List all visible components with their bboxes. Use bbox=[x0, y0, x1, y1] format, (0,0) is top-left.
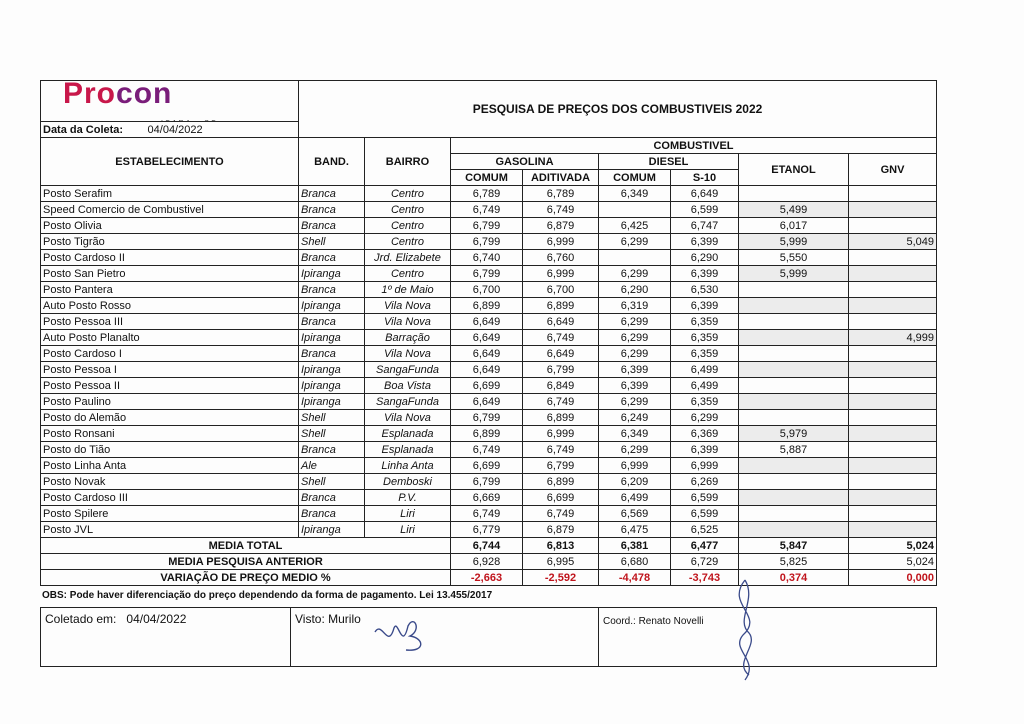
diesel-s10-cell: 6,369 bbox=[671, 426, 739, 442]
header-gasolina-comum: COMUM bbox=[451, 170, 523, 186]
gasolina-comum-cell: 6,649 bbox=[451, 314, 523, 330]
station-band: Shell bbox=[299, 474, 365, 490]
diesel-comum-cell: 6,299 bbox=[599, 314, 671, 330]
station-band: Ipiranga bbox=[299, 522, 365, 538]
diesel-comum-cell: 6,299 bbox=[599, 266, 671, 282]
station-bairro: Centro bbox=[365, 218, 451, 234]
etanol-cell: 5,999 bbox=[739, 266, 849, 282]
gasolina-comum-cell: 6,649 bbox=[451, 394, 523, 410]
diesel-comum-cell: 6,299 bbox=[599, 346, 671, 362]
header-diesel: DIESEL bbox=[599, 154, 739, 170]
diesel-s10-cell: 6,290 bbox=[671, 250, 739, 266]
gasolina-comum-cell: 6,749 bbox=[451, 506, 523, 522]
gasolina-comum-cell: 6,649 bbox=[451, 362, 523, 378]
variacao-row bbox=[41, 570, 937, 586]
summary-cell: 6,729 bbox=[671, 554, 739, 570]
diesel-comum-cell: 6,249 bbox=[599, 410, 671, 426]
gasolina-aditivada-cell: 6,999 bbox=[523, 234, 599, 250]
diesel-comum-cell bbox=[599, 250, 671, 266]
etanol-cell: 5,999 bbox=[739, 234, 849, 250]
diesel-comum-cell: 6,475 bbox=[599, 522, 671, 538]
gnv-cell bbox=[849, 362, 937, 378]
gasolina-aditivada-cell: 6,749 bbox=[523, 394, 599, 410]
gnv-cell: 4,999 bbox=[849, 330, 937, 346]
summary-cell: 0,000 bbox=[849, 570, 937, 586]
summary-label: VARIAÇÃO DE PREÇO MEDIO % bbox=[41, 570, 451, 586]
gnv-cell bbox=[849, 394, 937, 410]
station-band: Branca bbox=[299, 506, 365, 522]
diesel-comum-cell: 6,299 bbox=[599, 330, 671, 346]
station-band: Ipiranga bbox=[299, 378, 365, 394]
diesel-comum-cell bbox=[599, 202, 671, 218]
gasolina-comum-cell: 6,700 bbox=[451, 282, 523, 298]
summary-cell: -4,478 bbox=[599, 570, 671, 586]
gnv-cell bbox=[849, 218, 937, 234]
gasolina-aditivada-cell: 6,649 bbox=[523, 314, 599, 330]
table-row bbox=[41, 266, 937, 282]
station-bairro: SangaFunda bbox=[365, 394, 451, 410]
etanol-cell: 6,017 bbox=[739, 218, 849, 234]
etanol-cell bbox=[739, 506, 849, 522]
station-name: Posto Pessoa III bbox=[41, 314, 299, 330]
gasolina-comum-cell: 6,799 bbox=[451, 234, 523, 250]
visto-cell: Visto: Murilo bbox=[291, 608, 599, 667]
collection-date: Data da Coleta: 04/04/2022 bbox=[41, 122, 299, 138]
diesel-s10-cell: 6,599 bbox=[671, 202, 739, 218]
summary-cell: 5,847 bbox=[739, 538, 849, 554]
summary-label: MEDIA PESQUISA ANTERIOR bbox=[41, 554, 451, 570]
station-bairro: Esplanada bbox=[365, 426, 451, 442]
station-name: Posto Linha Anta bbox=[41, 458, 299, 474]
station-band: Ipiranga bbox=[299, 330, 365, 346]
summary-label: MEDIA TOTAL bbox=[41, 538, 451, 554]
diesel-s10-cell: 6,747 bbox=[671, 218, 739, 234]
gnv-cell bbox=[849, 506, 937, 522]
station-name: Speed Comercio de Combustivel bbox=[41, 202, 299, 218]
gnv-cell bbox=[849, 298, 937, 314]
gnv-cell bbox=[849, 202, 937, 218]
station-name: Posto do Alemão bbox=[41, 410, 299, 426]
gnv-cell bbox=[849, 378, 937, 394]
table-row bbox=[41, 394, 937, 410]
diesel-s10-cell: 6,499 bbox=[671, 378, 739, 394]
diesel-s10-cell: 6,525 bbox=[671, 522, 739, 538]
gasolina-aditivada-cell: 6,849 bbox=[523, 378, 599, 394]
station-name: Posto Pessoa I bbox=[41, 362, 299, 378]
station-name: Posto JVL bbox=[41, 522, 299, 538]
station-name: Auto Posto Rosso bbox=[41, 298, 299, 314]
diesel-s10-cell: 6,359 bbox=[671, 330, 739, 346]
diesel-s10-cell: 6,499 bbox=[671, 362, 739, 378]
station-name: Posto Serafim bbox=[41, 186, 299, 202]
diesel-comum-cell: 6,999 bbox=[599, 458, 671, 474]
table-row bbox=[41, 362, 937, 378]
page-title: PESQUISA DE PREÇOS DOS COMBUSTIVEIS 2022 bbox=[299, 81, 937, 138]
header-bairro: BAIRRO bbox=[365, 138, 451, 186]
station-bairro: Centro bbox=[365, 266, 451, 282]
table-row bbox=[41, 330, 937, 346]
station-band: Branca bbox=[299, 346, 365, 362]
station-bairro: Esplanada bbox=[365, 442, 451, 458]
diesel-s10-cell: 6,399 bbox=[671, 234, 739, 250]
observation-note: OBS: Pode haver diferenciação do preço dependendo da forma de pagamento. Lei 13.455/2017 bbox=[42, 590, 493, 601]
collected-on: Coletado em: 04/04/2022 bbox=[41, 608, 291, 667]
station-band: Shell bbox=[299, 426, 365, 442]
table-row bbox=[41, 490, 937, 506]
station-band: Branca bbox=[299, 442, 365, 458]
gasolina-aditivada-cell: 6,999 bbox=[523, 426, 599, 442]
diesel-comum-cell: 6,319 bbox=[599, 298, 671, 314]
header-diesel-comum: COMUM bbox=[599, 170, 671, 186]
gnv-cell bbox=[849, 490, 937, 506]
diesel-comum-cell: 6,425 bbox=[599, 218, 671, 234]
table-row bbox=[41, 218, 937, 234]
summary-cell: 5,024 bbox=[849, 554, 937, 570]
gasolina-aditivada-cell: 6,749 bbox=[523, 442, 599, 458]
signature-murilo bbox=[370, 610, 440, 660]
gasolina-comum-cell: 6,740 bbox=[451, 250, 523, 266]
diesel-s10-cell: 6,399 bbox=[671, 298, 739, 314]
station-band: Ipiranga bbox=[299, 298, 365, 314]
gasolina-comum-cell: 6,649 bbox=[451, 330, 523, 346]
table-row bbox=[41, 442, 937, 458]
diesel-s10-cell: 6,399 bbox=[671, 266, 739, 282]
summary-cell: 6,477 bbox=[671, 538, 739, 554]
gasolina-comum-cell: 6,749 bbox=[451, 442, 523, 458]
coord-cell: Coord.: Renato Novelli bbox=[599, 608, 937, 667]
summary-cell: 6,744 bbox=[451, 538, 523, 554]
etanol-cell bbox=[739, 314, 849, 330]
summary-cell: 6,928 bbox=[451, 554, 523, 570]
station-bairro: Vila Nova bbox=[365, 346, 451, 362]
header-gasolina-aditivada: ADITIVADA bbox=[523, 170, 599, 186]
gasolina-aditivada-cell: 6,799 bbox=[523, 458, 599, 474]
table-row bbox=[41, 202, 937, 218]
station-bairro: Linha Anta bbox=[365, 458, 451, 474]
diesel-s10-cell: 6,359 bbox=[671, 394, 739, 410]
station-name: Posto Paulino bbox=[41, 394, 299, 410]
gasolina-comum-cell: 6,649 bbox=[451, 346, 523, 362]
station-bairro: Centro bbox=[365, 202, 451, 218]
table-row bbox=[41, 314, 937, 330]
station-name: Posto Ronsani bbox=[41, 426, 299, 442]
gasolina-aditivada-cell: 6,879 bbox=[523, 218, 599, 234]
etanol-cell bbox=[739, 346, 849, 362]
table-row bbox=[41, 506, 937, 522]
station-band: Ipiranga bbox=[299, 266, 365, 282]
station-band: Branca bbox=[299, 314, 365, 330]
station-bairro: SangaFunda bbox=[365, 362, 451, 378]
summary-cell: 5,825 bbox=[739, 554, 849, 570]
station-bairro: Vila Nova bbox=[365, 314, 451, 330]
etanol-cell bbox=[739, 458, 849, 474]
gasolina-comum-cell: 6,799 bbox=[451, 410, 523, 426]
gnv-cell bbox=[849, 266, 937, 282]
table-row bbox=[41, 474, 937, 490]
gasolina-comum-cell: 6,699 bbox=[451, 458, 523, 474]
summary-cell: -3,743 bbox=[671, 570, 739, 586]
etanol-cell bbox=[739, 490, 849, 506]
station-band: Ipiranga bbox=[299, 394, 365, 410]
diesel-s10-cell: 6,359 bbox=[671, 346, 739, 362]
station-name: Posto Tigrão bbox=[41, 234, 299, 250]
signature-table bbox=[40, 607, 937, 667]
station-name: Posto Spilere bbox=[41, 506, 299, 522]
table-row bbox=[41, 346, 937, 362]
header-etanol: ETANOL bbox=[739, 154, 849, 186]
table-row bbox=[41, 186, 937, 202]
header-combustivel: COMBUSTIVEL bbox=[451, 138, 937, 154]
station-bairro: Liri bbox=[365, 506, 451, 522]
gasolina-aditivada-cell: 6,749 bbox=[523, 202, 599, 218]
gasolina-aditivada-cell: 6,699 bbox=[523, 490, 599, 506]
etanol-cell bbox=[739, 282, 849, 298]
station-band: Branca bbox=[299, 282, 365, 298]
table-row bbox=[41, 234, 937, 250]
station-band: Branca bbox=[299, 250, 365, 266]
procon-logo: Procon bbox=[63, 80, 173, 110]
gasolina-comum-cell: 6,699 bbox=[451, 378, 523, 394]
gnv-cell bbox=[849, 346, 937, 362]
gnv-cell bbox=[849, 314, 937, 330]
gasolina-aditivada-cell: 6,749 bbox=[523, 330, 599, 346]
etanol-cell bbox=[739, 410, 849, 426]
header-gnv: GNV bbox=[849, 154, 937, 186]
station-name: Posto Novak bbox=[41, 474, 299, 490]
station-name: Posto San Pietro bbox=[41, 266, 299, 282]
diesel-comum-cell: 6,299 bbox=[599, 442, 671, 458]
gnv-cell bbox=[849, 474, 937, 490]
etanol-cell bbox=[739, 522, 849, 538]
signature-coord bbox=[715, 575, 775, 685]
gasolina-comum-cell: 6,789 bbox=[451, 186, 523, 202]
gasolina-aditivada-cell: 6,749 bbox=[523, 506, 599, 522]
etanol-cell: 5,887 bbox=[739, 442, 849, 458]
summary-cell: 6,995 bbox=[523, 554, 599, 570]
gnv-cell bbox=[849, 522, 937, 538]
summary-cell: -2,663 bbox=[451, 570, 523, 586]
header-band: BAND. bbox=[299, 138, 365, 186]
station-name: Posto Cardoso III bbox=[41, 490, 299, 506]
station-band: Branca bbox=[299, 490, 365, 506]
gasolina-comum-cell: 6,799 bbox=[451, 474, 523, 490]
station-name: Posto Cardoso I bbox=[41, 346, 299, 362]
summary-cell: 6,813 bbox=[523, 538, 599, 554]
etanol-cell bbox=[739, 330, 849, 346]
station-bairro: Jrd. Elizabete bbox=[365, 250, 451, 266]
gnv-cell bbox=[849, 282, 937, 298]
diesel-s10-cell: 6,649 bbox=[671, 186, 739, 202]
station-bairro: Vila Nova bbox=[365, 410, 451, 426]
station-band: Branca bbox=[299, 186, 365, 202]
gasolina-comum-cell: 6,899 bbox=[451, 298, 523, 314]
diesel-s10-cell: 6,359 bbox=[671, 314, 739, 330]
price-survey-sheet bbox=[40, 80, 936, 663]
station-band: Branca bbox=[299, 218, 365, 234]
diesel-comum-cell: 6,290 bbox=[599, 282, 671, 298]
diesel-s10-cell: 6,999 bbox=[671, 458, 739, 474]
station-bairro: 1º de Maio bbox=[365, 282, 451, 298]
station-name: Posto Pessoa II bbox=[41, 378, 299, 394]
diesel-s10-cell: 6,269 bbox=[671, 474, 739, 490]
station-bairro: Boa Vista bbox=[365, 378, 451, 394]
etanol-cell: 5,550 bbox=[739, 250, 849, 266]
diesel-s10-cell: 6,599 bbox=[671, 490, 739, 506]
gasolina-aditivada-cell: 6,799 bbox=[523, 362, 599, 378]
station-name: Posto Cardoso II bbox=[41, 250, 299, 266]
table-row bbox=[41, 410, 937, 426]
summary-cell: 5,024 bbox=[849, 538, 937, 554]
diesel-comum-cell: 6,349 bbox=[599, 426, 671, 442]
diesel-comum-cell: 6,299 bbox=[599, 234, 671, 250]
summary-cell: -2,592 bbox=[523, 570, 599, 586]
diesel-comum-cell: 6,299 bbox=[599, 394, 671, 410]
etanol-cell bbox=[739, 378, 849, 394]
summary-cell: 6,680 bbox=[599, 554, 671, 570]
summary-cell: 0,374 bbox=[739, 570, 849, 586]
gnv-cell bbox=[849, 410, 937, 426]
gnv-cell bbox=[849, 426, 937, 442]
gasolina-aditivada-cell: 6,879 bbox=[523, 522, 599, 538]
etanol-cell bbox=[739, 298, 849, 314]
gnv-cell bbox=[849, 250, 937, 266]
station-bairro: Vila Nova bbox=[365, 298, 451, 314]
station-band: Branca bbox=[299, 202, 365, 218]
logo-cell bbox=[41, 81, 299, 122]
table-row bbox=[41, 282, 937, 298]
station-bairro: Centro bbox=[365, 234, 451, 250]
diesel-s10-cell: 6,299 bbox=[671, 410, 739, 426]
station-name: Posto do Tião bbox=[41, 442, 299, 458]
header-diesel-s10: S-10 bbox=[671, 170, 739, 186]
gnv-cell bbox=[849, 442, 937, 458]
diesel-s10-cell: 6,399 bbox=[671, 442, 739, 458]
station-band: Ipiranga bbox=[299, 362, 365, 378]
etanol-cell: 5,499 bbox=[739, 202, 849, 218]
diesel-comum-cell: 6,399 bbox=[599, 378, 671, 394]
gasolina-comum-cell: 6,799 bbox=[451, 266, 523, 282]
table-row bbox=[41, 378, 937, 394]
gasolina-comum-cell: 6,899 bbox=[451, 426, 523, 442]
diesel-s10-cell: 6,530 bbox=[671, 282, 739, 298]
logo-subtitle bbox=[161, 117, 218, 122]
diesel-comum-cell: 6,209 bbox=[599, 474, 671, 490]
gasolina-comum-cell: 6,779 bbox=[451, 522, 523, 538]
station-band: Shell bbox=[299, 234, 365, 250]
gasolina-comum-cell: 6,749 bbox=[451, 202, 523, 218]
header-estabelecimento: ESTABELECIMENTO bbox=[41, 138, 299, 186]
summary-cell: 6,381 bbox=[599, 538, 671, 554]
station-bairro: Liri bbox=[365, 522, 451, 538]
gasolina-aditivada-cell: 6,899 bbox=[523, 298, 599, 314]
station-bairro: Centro bbox=[365, 186, 451, 202]
etanol-cell: 5,979 bbox=[739, 426, 849, 442]
gasolina-aditivada-cell: 6,899 bbox=[523, 474, 599, 490]
station-band: Ale bbox=[299, 458, 365, 474]
diesel-comum-cell: 6,399 bbox=[599, 362, 671, 378]
gasolina-aditivada-cell: 6,760 bbox=[523, 250, 599, 266]
gnv-cell bbox=[849, 458, 937, 474]
gnv-cell bbox=[849, 186, 937, 202]
station-band: Shell bbox=[299, 410, 365, 426]
table-row bbox=[41, 250, 937, 266]
station-name: Posto Pantera bbox=[41, 282, 299, 298]
station-bairro: P.V. bbox=[365, 490, 451, 506]
gasolina-aditivada-cell: 6,649 bbox=[523, 346, 599, 362]
table-row bbox=[41, 298, 937, 314]
media-anterior-row bbox=[41, 554, 937, 570]
gasolina-aditivada-cell: 6,899 bbox=[523, 410, 599, 426]
diesel-comum-cell: 6,349 bbox=[599, 186, 671, 202]
table-row bbox=[41, 458, 937, 474]
table-row bbox=[41, 426, 937, 442]
gnv-cell: 5,049 bbox=[849, 234, 937, 250]
etanol-cell bbox=[739, 186, 849, 202]
station-name: Auto Posto Planalto bbox=[41, 330, 299, 346]
header-gasolina: GASOLINA bbox=[451, 154, 599, 170]
fuel-price-table bbox=[40, 80, 937, 586]
gasolina-comum-cell: 6,799 bbox=[451, 218, 523, 234]
station-name: Posto Olivia bbox=[41, 218, 299, 234]
diesel-comum-cell: 6,499 bbox=[599, 490, 671, 506]
gasolina-comum-cell: 6,669 bbox=[451, 490, 523, 506]
etanol-cell bbox=[739, 474, 849, 490]
gasolina-aditivada-cell: 6,789 bbox=[523, 186, 599, 202]
diesel-comum-cell: 6,569 bbox=[599, 506, 671, 522]
gasolina-aditivada-cell: 6,700 bbox=[523, 282, 599, 298]
station-bairro: Barração bbox=[365, 330, 451, 346]
table-row bbox=[41, 522, 937, 538]
media-total-row bbox=[41, 538, 937, 554]
diesel-s10-cell: 6,599 bbox=[671, 506, 739, 522]
etanol-cell bbox=[739, 394, 849, 410]
etanol-cell bbox=[739, 362, 849, 378]
gasolina-aditivada-cell: 6,999 bbox=[523, 266, 599, 282]
station-bairro: Demboski bbox=[365, 474, 451, 490]
